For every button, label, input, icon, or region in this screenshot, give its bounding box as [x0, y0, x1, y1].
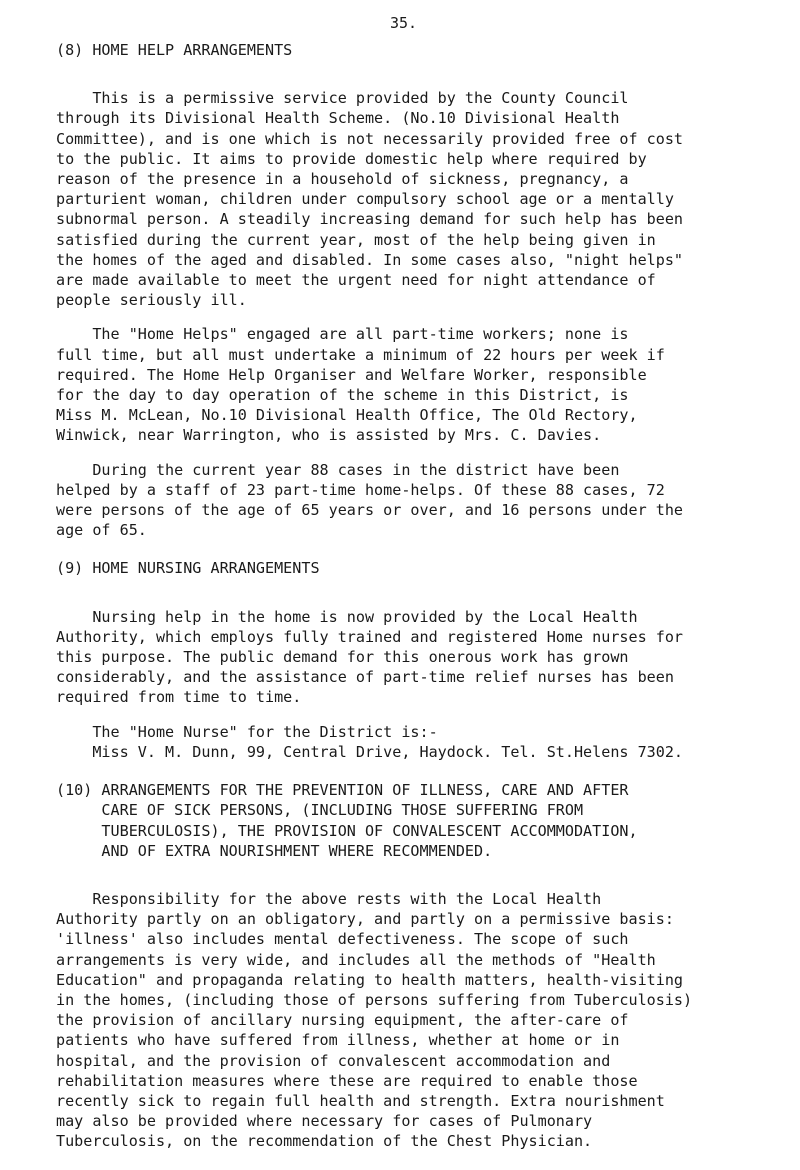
document-body: [56, 40, 756, 1170]
body-paragraph: Nursing help in the home is now provided by the Local Health Authority, which employs fully trained and registered Home nurses for this purpose. The public demand for this onerous work has grown considerably, and the assistance of part-time relief nurses has been required from time to time.: [56, 607, 684, 707]
body-paragraph: The "Home Nurse" for the District is:- Miss V. M. Dunn, 99, Central Drive, Haydock. Tel. St.Helens 7302.: [92, 722, 684, 761]
section-heading: (8) HOME HELP ARRANGEMENTS: [56, 41, 293, 59]
page-number: 35.: [390, 14, 418, 32]
body-paragraph: During the current year 88 cases in the district have been helped by a staff of 23 part-time home-helps. Of these 88 cases, 72 were persons of the age of 65 years or over, and 16 persons under the age of 65.: [56, 460, 684, 540]
section-heading: (10) ARRANGEMENTS FOR THE PREVENTION OF ILLNESS, CARE AND AFTER CARE OF SICK PERSONS, (INCLUDING THOSE SUFFERING FROM TUBERCULOSIS), THE PROVISION OF CONVALESCENT ACCOMMODATION, AND OF EXTRA NOURISHMENT WHERE RECOMMENDED.: [56, 781, 638, 860]
section-heading: (9) HOME NURSING ARRANGEMENTS: [56, 559, 320, 578]
body-paragraph: This is a permissive service provided by the County Council through its Divisional Health Scheme. (No.10 Divisional Health Committee), and is one which is not necessarily provided free of cost to the public. It aims to provide domestic help where required by reason of the presence in a household of sickness, pregnancy, a parturient woman, children under compulsory school age or a mentally subnormal person. A steadily increasing demand for such help has been satisfied during the current year, most of the help being given in the homes of the aged and disabled. In some cases also, "night helps" are made available to meet the urgent need for night attendance of people seriously ill.: [56, 89, 684, 310]
body-paragraph: The "Home Helps" engaged are all part-time workers; none is full time, but all must undertake a minimum of 22 hours per week if required. The Home Help Organiser and Welfare Worker, responsible for the day to day operation of the scheme in this District, is Miss M. McLean, No.10 Divisional Health Office, The Old Rectory, Winwick, near Warrington, who is assisted by Mrs. C. Davies.: [56, 325, 665, 445]
body-paragraph: Responsibility for the above rests with the Local Health Authority partly on an obligatory, and partly on a permissive basis: 'illness' also includes mental defectiveness. The scope of such arrangements is very wide, and includes all the methods of "Health Education" and propaganda relating to health matters, health-visiting in the homes, (including those of persons suffering from Tuberculosis) the provision of ancillary nursing equipment, the after-care of patients who have suffered from illness, whether at home or in hospital, and the provision of convalescent accommodation and rehabilitation measures where these are required to enable those recently sick to regain full health and strength. Extra nourishment may also be provided where necessary for cases of Pulmonary Tuberculosis, on the recommendation of the Chest Physician.: [56, 889, 693, 1151]
